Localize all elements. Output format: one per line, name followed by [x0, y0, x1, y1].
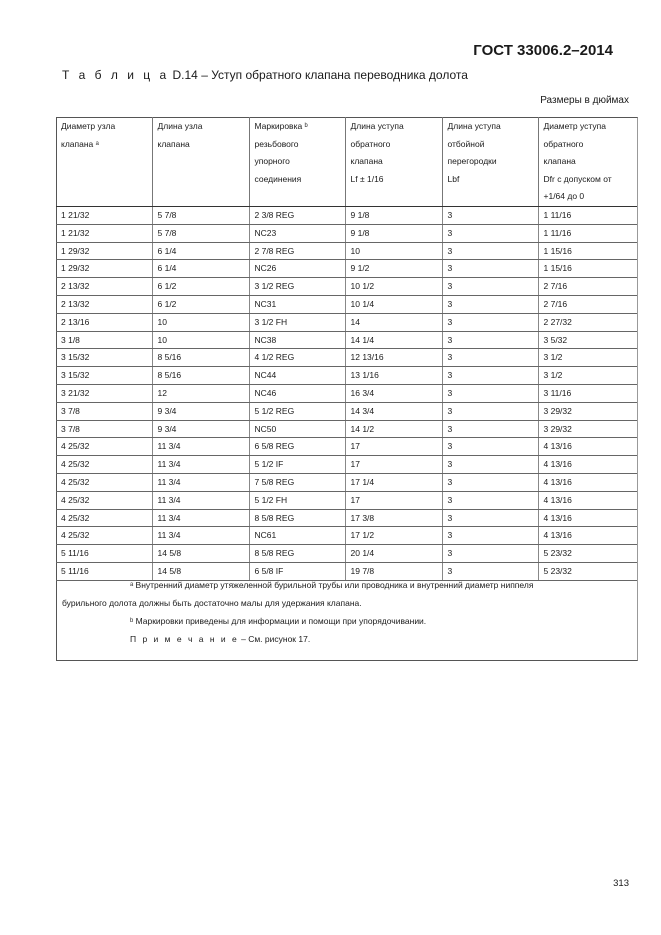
column-header-line: клапана ᵃ — [61, 138, 99, 149]
column-header-line: Длина уступа — [350, 121, 404, 131]
table-row — [56, 456, 637, 474]
table-cell: 4 13/16 — [538, 509, 637, 527]
column-header-1 — [56, 117, 152, 207]
table-cell: 1 11/16 — [538, 224, 637, 242]
table-cell: 6 1/2 — [152, 278, 249, 296]
column-header-6 — [538, 117, 637, 207]
table-cell: 2 7/16 — [538, 295, 637, 313]
table-cell: 19 7/8 — [345, 562, 442, 580]
column-header-line: обратного — [543, 138, 584, 149]
column-header-line: Диаметр уступа — [543, 121, 606, 131]
table-cell: 8 5/8 REG — [249, 509, 345, 527]
data-table — [56, 117, 637, 581]
table-row — [56, 331, 637, 349]
table-cell: 4 25/32 — [56, 491, 152, 509]
table-cell: 1 21/32 — [56, 207, 152, 225]
table-cell: NC26 — [249, 260, 345, 278]
column-header-4 — [345, 117, 442, 207]
table-cell: NC23 — [249, 224, 345, 242]
table-cell: 10 — [345, 242, 442, 260]
table-cell: 3 — [442, 509, 538, 527]
table-cell: 10 — [152, 313, 249, 331]
table-cell: NC61 — [249, 527, 345, 545]
table-cell: 3 11/16 — [538, 384, 637, 402]
table-cell: 3 — [442, 456, 538, 474]
table-row — [56, 438, 637, 456]
table-cell: 4 25/32 — [56, 509, 152, 527]
table-caption-number: D.14 — [172, 68, 198, 82]
table-cell: 3 5/32 — [538, 331, 637, 349]
table-cell: 2 13/32 — [56, 278, 152, 296]
table-cell: 8 5/16 — [152, 367, 249, 385]
table-cell: 17 — [345, 491, 442, 509]
table-cell: NC31 — [249, 295, 345, 313]
column-header-line: упорного — [254, 156, 290, 166]
table-cell: 3 — [442, 420, 538, 438]
table-row — [56, 491, 637, 509]
table-cell: 3 7/8 — [56, 402, 152, 420]
table-cell: 2 13/32 — [56, 295, 152, 313]
table-row — [56, 295, 637, 313]
table-cell: 11 3/4 — [152, 527, 249, 545]
table-row — [56, 384, 637, 402]
table-cell: 3 — [442, 207, 538, 225]
column-header-line: резьбового — [254, 138, 299, 149]
table-row — [56, 242, 637, 260]
table-cell: 11 3/4 — [152, 509, 249, 527]
table-cell: 8 5/8 REG — [249, 545, 345, 563]
table-cell: 3 — [442, 260, 538, 278]
table-cell: 3 — [442, 313, 538, 331]
table-cell: 1 15/16 — [538, 260, 637, 278]
table-cell: 3 — [442, 562, 538, 580]
table-cell: 6 1/2 — [152, 295, 249, 313]
footnote-b: ᵇ Маркировки приведены для информации и помощи при упорядочивании. — [130, 616, 427, 626]
table-cell: 10 1/4 — [345, 295, 442, 313]
table-cell: 3 — [442, 491, 538, 509]
table-cell: 2 13/16 — [56, 313, 152, 331]
table-row — [56, 473, 637, 491]
table-cell: 4 13/16 — [538, 491, 637, 509]
table-cell: 11 3/4 — [152, 491, 249, 509]
table-cell: 3 29/32 — [538, 402, 637, 420]
table-cell: 3 1/2 — [538, 367, 637, 385]
table-cell: 2 3/8 REG — [249, 207, 345, 225]
table-cell: 11 3/4 — [152, 473, 249, 491]
table-cell: NC38 — [249, 331, 345, 349]
column-header-line: клапана — [350, 156, 383, 166]
column-header-3 — [249, 117, 345, 207]
table-cell: 14 5/8 — [152, 562, 249, 580]
table-cell: 11 3/4 — [152, 456, 249, 474]
footnote-a-line1: ᵃ Внутренний диаметр утяжеленной бурильной трубы или проводника и внутренний диаметр ниппеля — [130, 580, 534, 590]
table-cell: 17 — [345, 456, 442, 474]
table-cell: 3 1/2 — [538, 349, 637, 367]
table-cell: 3 — [442, 527, 538, 545]
column-header-line: перегородки — [447, 156, 497, 166]
table-cell: 2 27/32 — [538, 313, 637, 331]
table-cell: 5 23/32 — [538, 545, 637, 563]
table-cell: 4 25/32 — [56, 473, 152, 491]
table-cell: 3 29/32 — [538, 420, 637, 438]
table-cell: 6 5/8 REG — [249, 438, 345, 456]
column-header-line: Маркировка ᵇ — [254, 121, 308, 131]
table-cell: 5 1/2 FH — [249, 491, 345, 509]
column-header-line: Длина узла — [157, 121, 203, 131]
table-cell: 4 13/16 — [538, 438, 637, 456]
table-cell: 9 1/8 — [345, 207, 442, 225]
table-cell: 6 5/8 IF — [249, 562, 345, 580]
table-cell: 5 1/2 IF — [249, 456, 345, 474]
column-header-line: соединения — [254, 173, 302, 184]
table-cell: 4 13/16 — [538, 473, 637, 491]
table-cell: 1 15/16 — [538, 242, 637, 260]
table-cell: 3 — [442, 278, 538, 296]
table-header-row — [56, 117, 637, 207]
table-cell: 1 21/32 — [56, 224, 152, 242]
table-cell: 4 13/16 — [538, 456, 637, 474]
table-cell: 1 29/32 — [56, 260, 152, 278]
table-cell: 3 1/2 FH — [249, 313, 345, 331]
table-cell: 14 3/4 — [345, 402, 442, 420]
page-number: 313 — [613, 878, 629, 889]
table-cell: NC44 — [249, 367, 345, 385]
table-cell: 3 — [442, 473, 538, 491]
table-cell: 12 13/16 — [345, 349, 442, 367]
column-header-line: клапана — [157, 138, 190, 149]
document-code: ГОСТ 33006.2–2014 — [473, 42, 613, 59]
table-row — [56, 562, 637, 580]
table-row — [56, 224, 637, 242]
table-row — [56, 545, 637, 563]
table-body — [56, 207, 637, 581]
table-cell: 9 3/4 — [152, 402, 249, 420]
table-cell: 3 — [442, 242, 538, 260]
footnote-a-line2: бурильного долота должны быть достаточно малы для удержания клапана. — [62, 598, 362, 608]
table-cell: 13 1/16 — [345, 367, 442, 385]
table-cell: 3 1/8 — [56, 331, 152, 349]
table-row — [56, 313, 637, 331]
table-cell: 4 13/16 — [538, 527, 637, 545]
table-row — [56, 527, 637, 545]
column-header-line: Диаметр узла — [61, 121, 116, 131]
table-cell: NC50 — [249, 420, 345, 438]
table-cell: 5 7/8 — [152, 224, 249, 242]
table-cell: 14 1/4 — [345, 331, 442, 349]
table-cell: 3 — [442, 224, 538, 242]
column-header-line: клапана — [543, 156, 576, 166]
column-header-5 — [442, 117, 538, 207]
table-cell: 3 — [442, 402, 538, 420]
column-header-line: обратного — [350, 138, 391, 149]
table-cell: 3 — [442, 367, 538, 385]
table-cell: 1 29/32 — [56, 242, 152, 260]
table-cell: 9 1/8 — [345, 224, 442, 242]
table-cell: 7 5/8 REG — [249, 473, 345, 491]
table-cell: 4 25/32 — [56, 456, 152, 474]
table-row — [56, 349, 637, 367]
table-row — [56, 207, 637, 225]
table-note — [130, 634, 310, 644]
table-row — [56, 367, 637, 385]
table-cell: 10 — [152, 331, 249, 349]
table-cell: 16 3/4 — [345, 384, 442, 402]
column-header-line: Lbf — [447, 173, 460, 184]
table-cell: 3 7/8 — [56, 420, 152, 438]
table-cell: 3 15/32 — [56, 349, 152, 367]
table-caption-title: – Уступ обратного клапана переводника долота — [201, 68, 468, 82]
table-cell: 5 11/16 — [56, 545, 152, 563]
table-note-text: – См. рисунок 17. — [238, 634, 311, 644]
table-cell: 4 25/32 — [56, 438, 152, 456]
table-caption — [62, 68, 468, 82]
table-cell: 3 — [442, 331, 538, 349]
column-header-line: Lf ± 1/16 — [350, 173, 384, 184]
table-cell: 20 1/4 — [345, 545, 442, 563]
table-cell: 3 1/2 REG — [249, 278, 345, 296]
table-cell: 3 21/32 — [56, 384, 152, 402]
table-cell: 6 1/4 — [152, 260, 249, 278]
column-header-2 — [152, 117, 249, 207]
table-cell: 11 3/4 — [152, 438, 249, 456]
table-cell: 4 1/2 REG — [249, 349, 345, 367]
table-cell: 2 7/8 REG — [249, 242, 345, 260]
column-header-line: отбойной — [447, 138, 485, 149]
column-header-line: +1/64 до 0 — [543, 191, 585, 201]
table-cell: 10 1/2 — [345, 278, 442, 296]
table-row — [56, 420, 637, 438]
table-cell: 5 23/32 — [538, 562, 637, 580]
table-cell: 2 7/16 — [538, 278, 637, 296]
table-cell: 6 1/4 — [152, 242, 249, 260]
units-note: Размеры в дюймах — [540, 95, 629, 106]
table-cell: 17 — [345, 438, 442, 456]
table-cell: 14 1/2 — [345, 420, 442, 438]
table-cell: 12 — [152, 384, 249, 402]
table-caption-label: Т а б л и ц а — [62, 68, 170, 82]
table-cell: 8 5/16 — [152, 349, 249, 367]
table-cell: 3 15/32 — [56, 367, 152, 385]
table-cell: 5 11/16 — [56, 562, 152, 580]
table-cell: 3 — [442, 295, 538, 313]
table-cell: 14 — [345, 313, 442, 331]
table-cell: 3 — [442, 384, 538, 402]
table-cell: 17 1/4 — [345, 473, 442, 491]
table-note-label: П р и м е ч а н и е — [130, 634, 239, 644]
table-cell: 5 7/8 — [152, 207, 249, 225]
table-cell: 9 1/2 — [345, 260, 442, 278]
table-cell: 1 11/16 — [538, 207, 637, 225]
table-cell: 5 1/2 REG — [249, 402, 345, 420]
table-row — [56, 402, 637, 420]
table-cell: 4 25/32 — [56, 527, 152, 545]
table-cell: 9 3/4 — [152, 420, 249, 438]
table-cell: NC46 — [249, 384, 345, 402]
table-cell: 3 — [442, 545, 538, 563]
table-row — [56, 278, 637, 296]
column-header-line: Длина уступа — [447, 121, 501, 131]
table-row — [56, 509, 637, 527]
table-cell: 17 1/2 — [345, 527, 442, 545]
table-cell: 3 — [442, 349, 538, 367]
column-header-line: Dfr с допуском от — [543, 173, 612, 184]
table-cell: 17 3/8 — [345, 509, 442, 527]
table-cell: 3 — [442, 438, 538, 456]
table-cell: 14 5/8 — [152, 545, 249, 563]
table-row — [56, 260, 637, 278]
